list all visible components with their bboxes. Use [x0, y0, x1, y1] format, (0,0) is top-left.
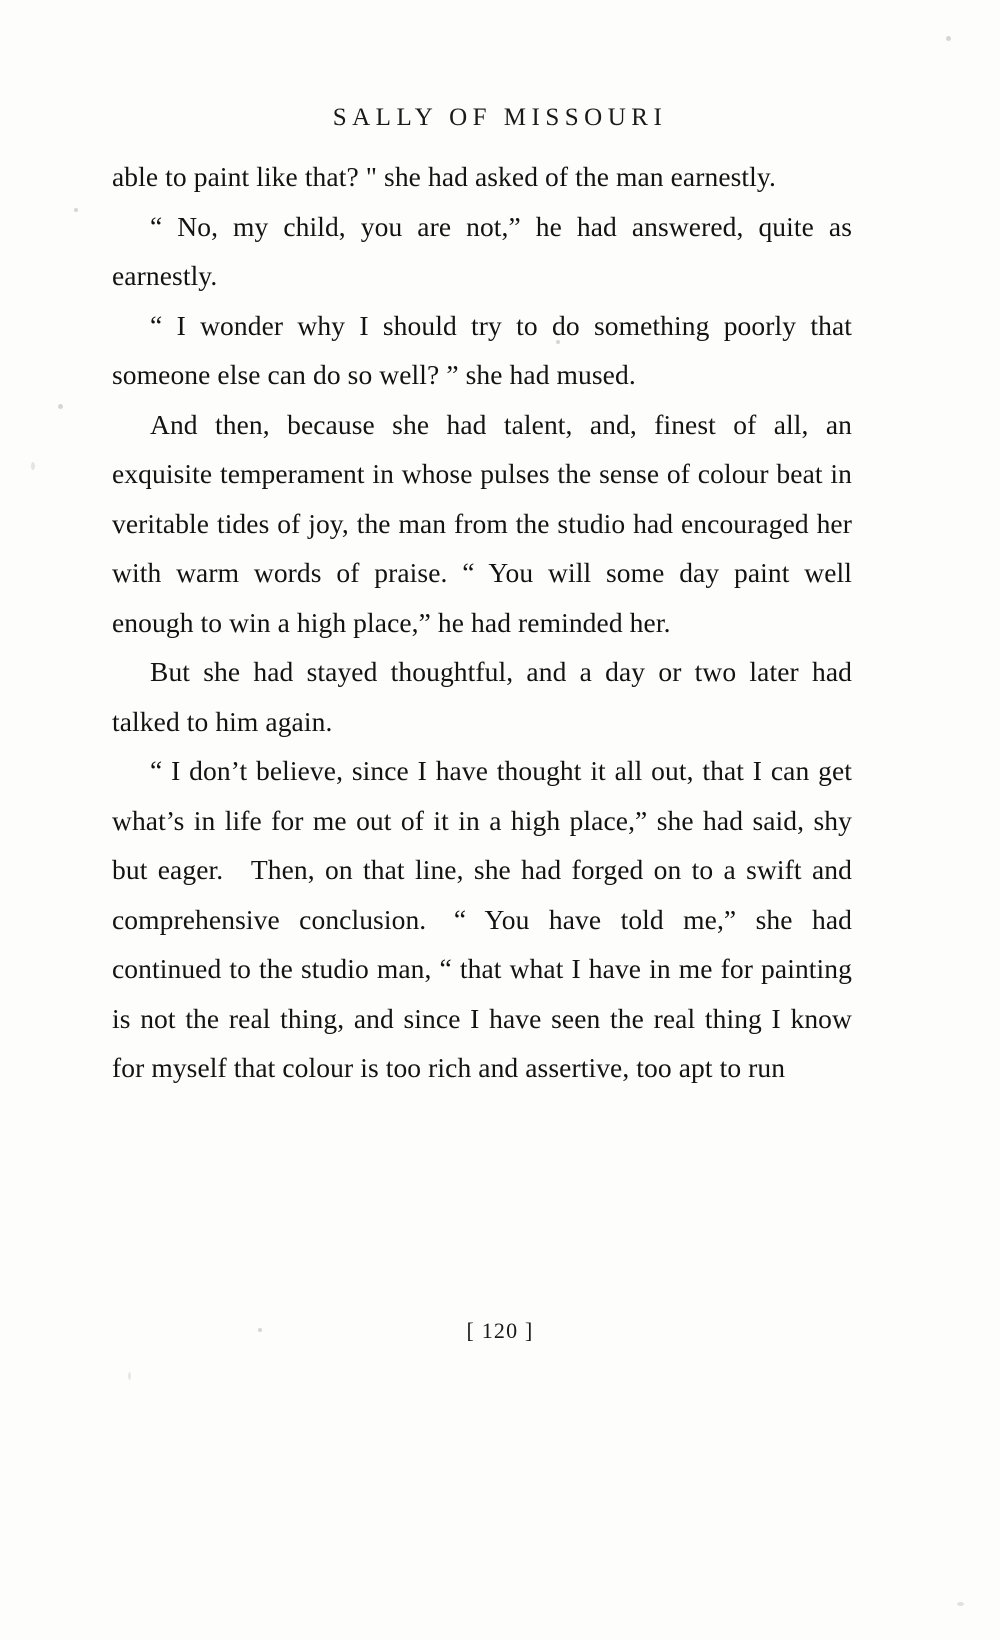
page-number: [ 120 ] — [466, 1318, 534, 1343]
paragraph: able to paint like that? " she had asked of the man earnestly. — [112, 161, 776, 192]
paragraph: “ I don’t believe, since I have thought it all out, that I can get what’s in life for me out of it in a high place,” she had said, shy but eager. Then, on that line, she had forged on to a swift and comprehensive conclusion. “ You have told me,” she had continued to the studio man, “ that what I have in me for painting is not the real thing, and since I have seen the real thing I know for myself that colour is too rich and assertive, too apt to run — [112, 755, 852, 1083]
paper-speck — [74, 208, 78, 212]
paragraph: “ No, my child, you are not,” he had answered, quite as earnestly. — [112, 210, 852, 291]
running-head: SALLY OF MISSOURI — [332, 104, 668, 131]
paper-speck — [58, 404, 63, 409]
paper-speck — [31, 462, 35, 470]
body-text — [112, 152, 852, 1093]
paper-speck — [957, 1602, 964, 1606]
paper-speck — [128, 1372, 131, 1380]
paragraph: “ I wonder why I should try to do something poorly that someone else can do so well? ” she had mused. — [112, 309, 852, 390]
paper-speck — [946, 36, 951, 41]
paragraph: But she had stayed thoughtful, and a day or two later had talked to him again. — [112, 656, 852, 737]
paragraph: And then, because she had talent, and, finest of all, an exquisite temperament in whose pulses the sense of colour beat in veritable tides of joy, the man from the studio had encouraged her with warm words of praise. “ You will some day paint well enough to win a high place,” he had reminded her. — [112, 408, 852, 638]
